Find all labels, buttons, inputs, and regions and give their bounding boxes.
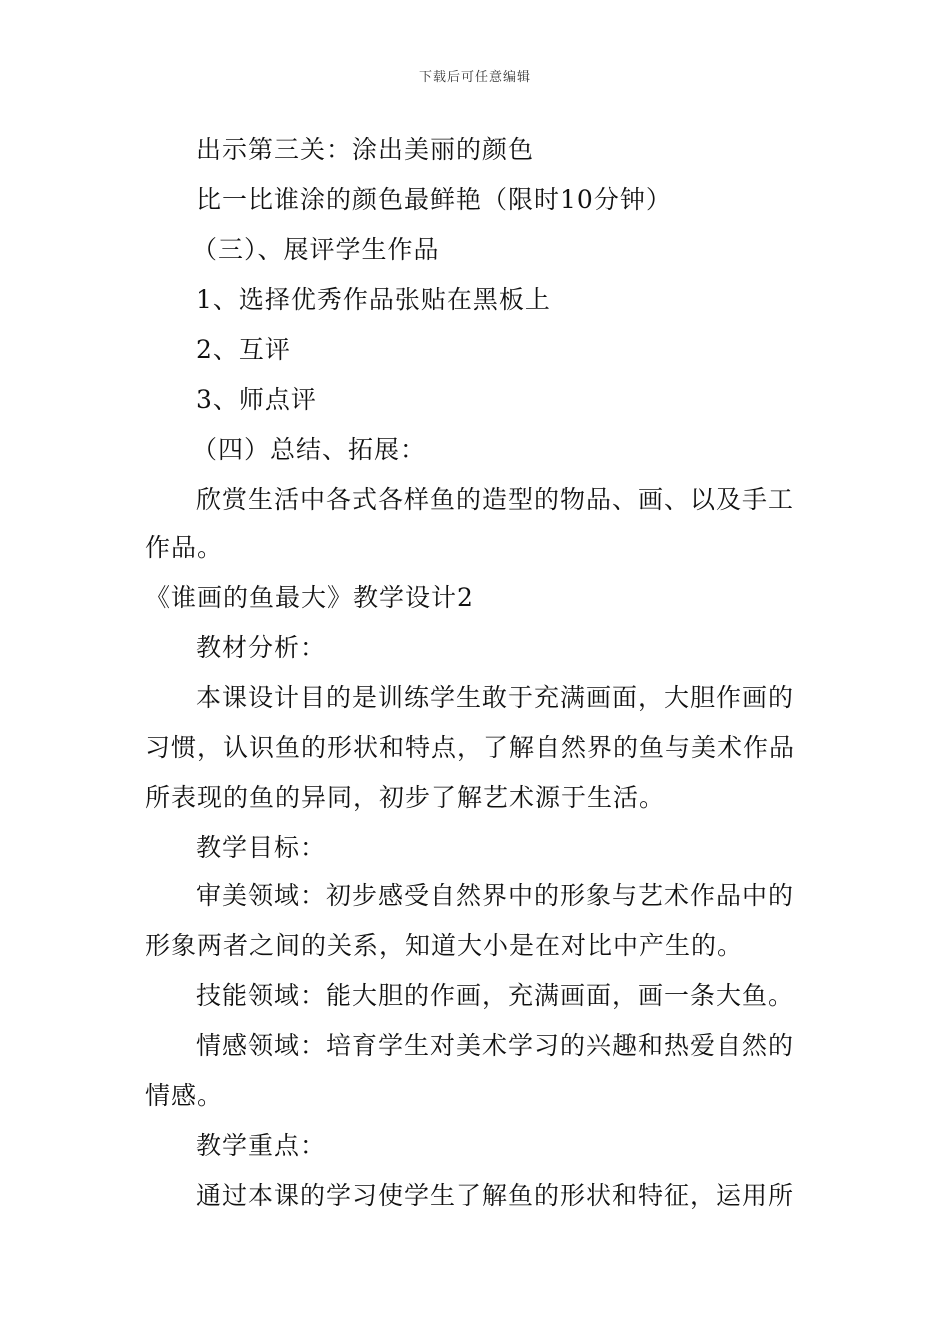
section-heading: （四）总结、拓展： (192, 435, 427, 464)
section-heading: 教学目标： (196, 833, 327, 862)
paragraph-line: 出示第三关：涂出美丽的颜色 (196, 135, 535, 164)
section-heading: 教学重点： (196, 1131, 327, 1160)
paragraph-line: 所表现的鱼的异同，初步了解艺术源于生活。 (145, 783, 666, 812)
paragraph-line: 情感。 (145, 1081, 224, 1110)
paragraph-line: 形象两者之间的关系，知道大小是在对比中产生的。 (145, 931, 744, 960)
paragraph-line: 本课设计目的是训练学生敢于充满画面，大胆作画的 (196, 683, 795, 712)
section-heading: （三）、展评学生作品 (192, 235, 440, 264)
page-header: 下载后可任意编辑 (418, 70, 531, 85)
paragraph-line: 作品。 (145, 533, 224, 562)
section-heading: 教材分析： (196, 633, 327, 662)
paragraph-line: 欣赏生活中各式各样鱼的造型的物品、画、以及手工 (196, 485, 795, 514)
paragraph-line: 技能领域：能大胆的作画，充满画面，画一条大鱼。 (196, 981, 795, 1010)
paragraph-line: 审美领域：初步感受自然界中的形象与艺术作品中的 (196, 881, 795, 910)
paragraph-line: 2、互评 (196, 335, 291, 364)
paragraph-line: 习惯，认识鱼的形状和特点，了解自然界的鱼与美术作品 (145, 733, 796, 762)
document-title: 《谁画的鱼最大》教学设计2 (145, 583, 474, 612)
paragraph-line: 1、选择优秀作品张贴在黑板上 (196, 285, 551, 314)
paragraph-line: 3、师点评 (196, 385, 317, 414)
paragraph-line: 比一比谁涂的颜色最鲜艳（限时10分钟） (196, 185, 672, 214)
paragraph-line: 通过本课的学习使学生了解鱼的形状和特征，运用所 (196, 1181, 795, 1210)
paragraph-line: 情感领域：培育学生对美术学习的兴趣和热爱自然的 (196, 1031, 795, 1060)
